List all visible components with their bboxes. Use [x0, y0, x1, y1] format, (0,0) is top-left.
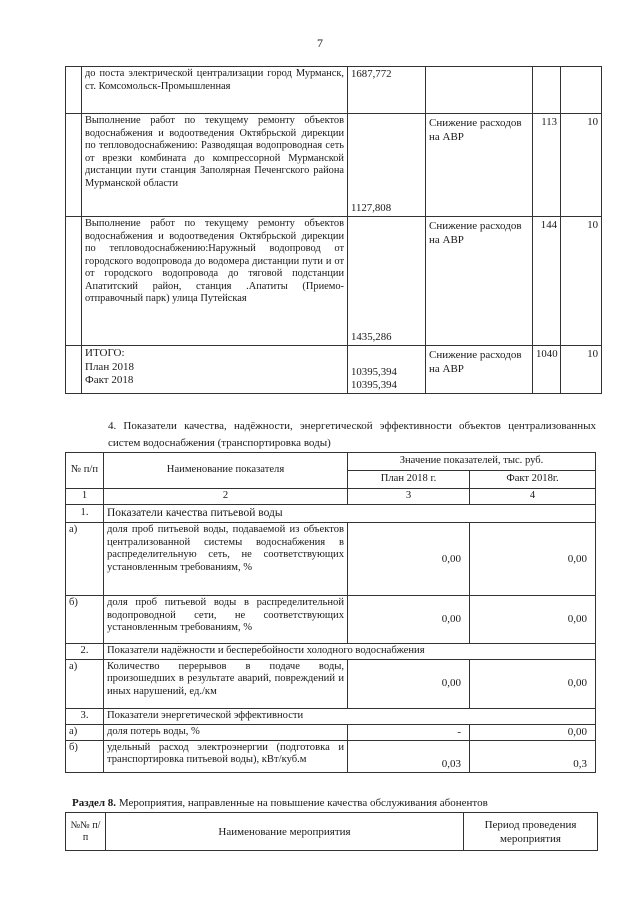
- row-num: а): [66, 659, 104, 708]
- total-row: [66, 346, 602, 394]
- table-header-row: [66, 453, 596, 471]
- total-fact-label: Факт 2018: [85, 374, 134, 386]
- total-fact-value: 10395,394: [351, 378, 397, 391]
- total-effect: Снижение расходов на АВР: [426, 346, 533, 394]
- total-extra: 10: [561, 346, 602, 394]
- header-values: Значение показателей, тыс. руб.: [348, 453, 596, 471]
- table-row: [66, 67, 602, 114]
- indicators-table: [65, 452, 596, 773]
- row-plan: 0,00: [348, 659, 470, 708]
- table-row: [66, 724, 596, 740]
- row-name: Количество перерывов в подаче воды, произошедших в результате аварий, повреждений и иных нарушений, ед./км: [104, 659, 348, 708]
- row-num: 1.: [66, 505, 104, 523]
- table-row: [66, 523, 596, 596]
- row-name: доля проб питьевой воды, подаваемой из объектов централизованной системы водоснабжения в распределительную сеть, не соответствующих установленным требованиям, %: [104, 523, 348, 596]
- table-header-row: [66, 813, 598, 851]
- row-name: Показатели качества питьевой воды: [104, 505, 596, 523]
- row-fact: 0,00: [470, 724, 596, 740]
- activities-table: [65, 66, 602, 394]
- section8-title: Мероприятия, направленные на повышение качества обслуживания абонентов: [118, 797, 488, 809]
- total-plan-value: 10395,394: [351, 366, 397, 378]
- header-period: Период проведения мероприятия: [464, 813, 598, 851]
- section-row: [66, 644, 596, 660]
- col-number: 2: [104, 489, 348, 505]
- row-name: доля потерь воды, %: [104, 724, 348, 740]
- header-num: №№ п/п: [66, 813, 106, 851]
- row-fact: 0,00: [470, 659, 596, 708]
- row-plan: -: [348, 724, 470, 740]
- activity-count: 113: [533, 114, 561, 217]
- row-num: а): [66, 523, 104, 596]
- row-name: удельный расход электроэнергии (подготовка и транспортировка питьевой воды), кВт/куб.м: [104, 740, 348, 772]
- header-plan: План 2018 г.: [348, 471, 470, 489]
- section-row: [66, 708, 596, 724]
- header-fact: Факт 2018г.: [470, 471, 596, 489]
- activity-effect: Снижение расходов на АВР: [426, 217, 533, 346]
- header-name: Наименование мероприятия: [106, 813, 464, 851]
- row-num: б): [66, 596, 104, 644]
- row-fact: 0,00: [470, 596, 596, 644]
- row-num: б): [66, 740, 104, 772]
- total-label: ИТОГО:: [85, 347, 125, 359]
- page-number: 7: [317, 36, 323, 50]
- activity-amount: 1435,286: [348, 217, 426, 346]
- col-number: 4: [470, 489, 596, 505]
- table-row: [66, 114, 602, 217]
- activity-extra: 10: [561, 114, 602, 217]
- activity-description: Выполнение работ по текущему ремонту объектов водоснабжения и водоотведения Октябрьской дирекции по тепловодоснабжению:Наружный водопровод от городского водопровода до водомера дистанции пути и от от городского водопровода до тяговой подстанции Апатитский район, станция .Апатиты (Приемо-отправочный парк) улица Путейская: [82, 217, 348, 346]
- header-num: № п/п: [66, 453, 104, 489]
- activity-description: до поста электрической централизации город Мурманск, ст. Комсомольск-Промышленная: [82, 67, 348, 114]
- col-number: 3: [348, 489, 470, 505]
- total-count: 1040: [533, 346, 561, 394]
- header-name: Наименование показателя: [104, 453, 348, 489]
- column-numbers-row: [66, 489, 596, 505]
- row-name: Показатели энергетической эффективности: [104, 708, 596, 724]
- section8-heading: [72, 797, 488, 809]
- row-fact: 0,00: [470, 523, 596, 596]
- table-row: [66, 596, 596, 644]
- section8-label: Раздел 8.: [72, 797, 117, 809]
- activity-amount: 1687,772: [348, 67, 426, 114]
- row-num: 3.: [66, 708, 104, 724]
- row-num: 2.: [66, 644, 104, 660]
- activity-extra: 10: [561, 217, 602, 346]
- row-plan: 0,00: [348, 523, 470, 596]
- table-row: [66, 740, 596, 772]
- row-fact: 0,3: [470, 740, 596, 772]
- activity-amount: 1127,808: [348, 114, 426, 217]
- col-number: 1: [66, 489, 104, 505]
- row-num: а): [66, 724, 104, 740]
- row-name: Показатели надёжности и бесперебойности холодного водоснабжения: [104, 644, 596, 660]
- activity-count: 144: [533, 217, 561, 346]
- total-plan-label: План 2018: [85, 360, 134, 373]
- table-row: [66, 217, 602, 346]
- section-row: [66, 505, 596, 523]
- measures-table: [65, 812, 598, 851]
- row-name: доля проб питьевой воды в распределительной водопроводной сети, не соответствующих установленным требованиям, %: [104, 596, 348, 644]
- row-plan: 0,00: [348, 596, 470, 644]
- activity-description: Выполнение работ по текущему ремонту объектов водоснабжения и водоотведения Октябрьской дирекции по тепловодоснабжению: Разводящая водопроводная сеть от врезки комбината до компрессорной Мурманской дистанции пути станция Заполярная Печенгского района Мурманской области: [82, 114, 348, 217]
- table-row: [66, 659, 596, 708]
- row-plan: 0,03: [348, 740, 470, 772]
- section4-heading: 4. Показатели качества, надёжности, энергетической эффективности объектов централизованных систем водоснабжения (транспортировка воды): [108, 420, 596, 449]
- activity-effect: Снижение расходов на АВР: [426, 114, 533, 217]
